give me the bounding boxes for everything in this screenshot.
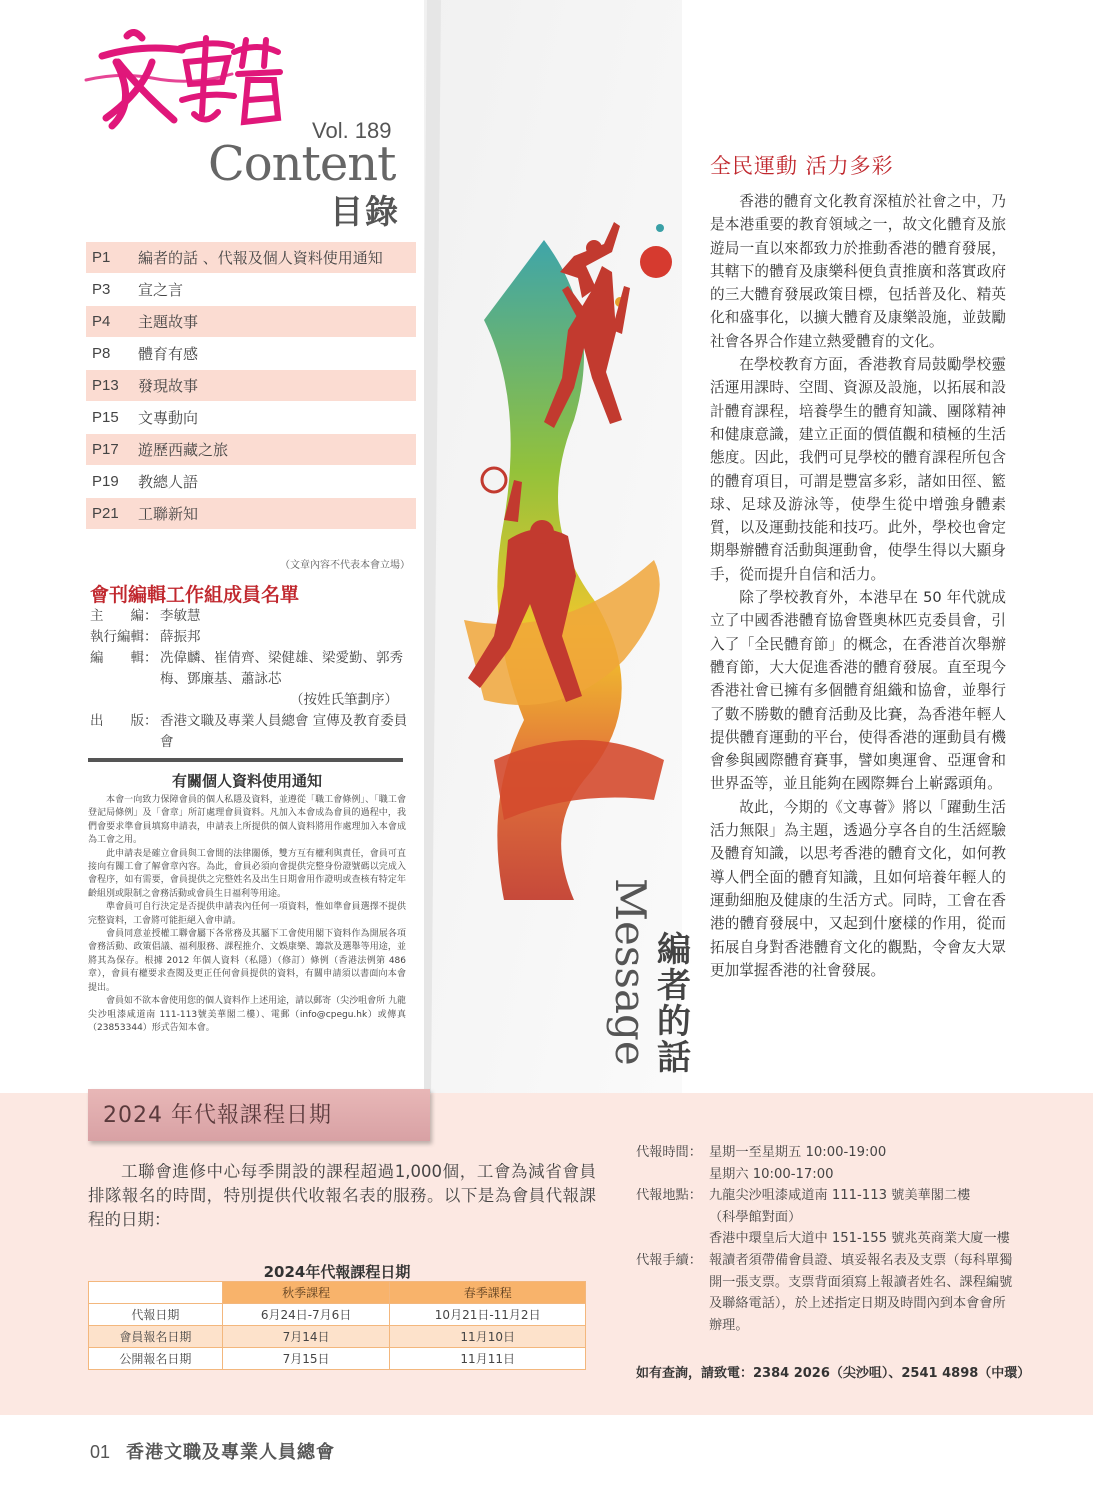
toc-page-number: P13	[92, 377, 119, 394]
course-intro	[88, 1160, 596, 1232]
info-value	[709, 1142, 1016, 1185]
table-header-cell: 春季課程	[390, 1282, 586, 1304]
board-value: 冼偉麟、崔倩齊、梁健雄、梁愛勤、郭秀梅、鄧廉基、蕭詠芯	[160, 650, 403, 687]
board-row	[90, 606, 410, 627]
board-sort-note: （按姓氏筆劃序）	[290, 692, 398, 708]
table-cell: 10月21日-11月2日	[390, 1304, 586, 1326]
info-label: 代報手續：	[636, 1252, 702, 1268]
section-divider	[88, 758, 403, 762]
toc-item[interactable]	[86, 434, 416, 466]
info-line: 星期一至星期五 10:00-19:00	[709, 1145, 887, 1160]
magazine-logo	[82, 22, 292, 132]
volume-number: Vol. 189	[312, 118, 392, 143]
course-intro-text: 工聯會進修中心每季開設的課程超過1,000個，工會為減省會員排隊報名的時間，特別提供代收報名表的服務。以下是為會員代報課程的日期：	[88, 1162, 596, 1229]
board-value: 香港文職及專業人員總會 宣傳及教育委員會	[160, 713, 408, 750]
toc-item-title: 宣之言	[138, 281, 184, 299]
table-row	[89, 1304, 586, 1326]
vertical-char: 編	[657, 930, 691, 970]
table-cell: 7月14日	[222, 1326, 390, 1348]
editor-words-vertical-heading	[652, 932, 696, 1076]
table-cell: 7月15日	[222, 1348, 390, 1370]
article-paragraph: 在學校教育方面，香港教育局鼓勵學校靈活運用課時、空間、資源及設施，以拓展和設計體育課程，培養學生的體育知識、團隊精神和健康意識，建立正面的價值觀和積極的生活態度。因此，我們可見學校的體育課程所包含的體育項目，可謂是豐富多彩，諸如田徑、籃球、足球及游泳等，使學生從中增強身體素質，以及運動技能和技巧。此外，學校也會定期舉辦體育活動與運動會，使學生得以大顯身手，從而提升自信和活力。	[710, 356, 1006, 583]
info-line: 報讀者須帶備會員證、填妥報名表及支票（每科單獨開一張支票。支票背面須寫上報讀者姓名、課程編號及聯絡電話），於上述指定日期及時間內到本會會所辦理。	[709, 1252, 1013, 1333]
toc-item[interactable]	[86, 370, 416, 402]
page-number: 01	[90, 1442, 111, 1462]
info-row	[636, 1142, 1016, 1185]
course-schedule-table	[88, 1281, 586, 1370]
board-row	[90, 711, 410, 753]
message-vertical-text: Message	[606, 878, 655, 1066]
disclaimer: （文章內容不代表本會立場）	[280, 560, 410, 571]
info-label: 代報地點：	[636, 1188, 702, 1204]
article-title: 全民運動 活力多彩	[710, 154, 894, 178]
course-table-title: 2024年代報課程日期	[263, 1263, 411, 1281]
board-label: 執行編輯：	[90, 629, 158, 645]
toc-heading: 目錄	[330, 192, 400, 231]
info-line: 香港中環皇后大道中 151-155 號兆英商業大廈一樓	[709, 1231, 1010, 1247]
toc-page-number: P3	[92, 281, 111, 298]
board-label: 編 輯：	[90, 650, 158, 666]
privacy-notice-body	[88, 794, 406, 1035]
info-line: 星期六 10:00-17:00	[709, 1166, 834, 1182]
board-label: 出 版：	[90, 713, 158, 729]
article-paragraph: 香港的體育文化教育深植於社會之中，乃是本港重要的教育領域之一，故文化體育及旅遊局一直以來都致力於推動香港的體育發展，其轄下的體育及康樂科便負責推廣和落實政府的三大體育發展政策目標，包括普及化、精英化和盛事化，以擴大體育及康樂設施，並鼓勵社會各界合作建立熱愛體育的文化。	[710, 193, 1006, 350]
page-footer	[90, 1438, 335, 1464]
toc-item[interactable]	[86, 498, 416, 530]
content-heading: Content	[208, 136, 396, 192]
info-row	[636, 1185, 1016, 1250]
table-cell: 11月11日	[390, 1348, 586, 1370]
toc-item-title: 編者的話 、代報及個人資料使用通知	[138, 249, 383, 267]
toc-item[interactable]	[86, 274, 416, 306]
board-value: 薛振邦	[160, 629, 201, 645]
toc-item[interactable]	[86, 338, 416, 370]
toc-item-title: 主題故事	[138, 313, 199, 331]
board-row	[90, 627, 410, 648]
editorial-board-title: 會刊編輯工作組成員名單	[90, 584, 300, 606]
vertical-char: 話	[657, 1038, 691, 1078]
privacy-paragraph: 會員同意並授權工聯會屬下各常務及其屬下工會使用閣下資料作為開展各項會務活動、政策倡議、福利服務、課程推介、文娛康樂、籌款及選舉等用途，並將其為保存。根據 2012 年個人資料（私隱）（修訂）條例（香港法例第 486 章），會員有權要求查閱及更正任何會員提供的資料，有關申請須以書面向本會提出。	[88, 929, 406, 993]
info-line: 九龍尖沙咀漆咸道南 111-113 號美華閣二樓	[709, 1188, 971, 1204]
table-header-cell: 秋季課程	[222, 1282, 390, 1304]
toc-page-number: P4	[92, 313, 111, 330]
info-value	[709, 1250, 1016, 1336]
toc-item-title: 工聯新知	[138, 505, 199, 523]
table-cell: 會員報名日期	[89, 1326, 223, 1348]
vertical-char: 的	[657, 1002, 691, 1042]
vertical-char: 者	[657, 966, 691, 1006]
toc-item-title: 遊歷西藏之旅	[138, 441, 229, 459]
table-header-row	[89, 1282, 586, 1304]
toc-item-title: 體育有感	[138, 345, 199, 363]
info-label: 代報時間：	[636, 1145, 702, 1160]
toc-page-number: P15	[92, 409, 119, 426]
toc-page-number: P19	[92, 473, 119, 490]
table-of-contents	[86, 242, 416, 530]
article-body	[710, 190, 1006, 982]
table-cell: 代報日期	[89, 1304, 223, 1326]
table-cell: 6月24日-7月6日	[222, 1304, 390, 1326]
editorial-board-list	[90, 606, 410, 753]
toc-page-number: P1	[92, 249, 111, 266]
course-service-info	[636, 1142, 1016, 1336]
table-cell: 11月10日	[390, 1326, 586, 1348]
toc-page-number: P17	[92, 441, 119, 458]
toc-page-number: P8	[92, 345, 111, 362]
info-line: （科學館對面）	[709, 1209, 802, 1225]
toc-item-title: 文專動向	[138, 409, 199, 427]
table-cell: 公開報名日期	[89, 1348, 223, 1370]
toc-item[interactable]	[86, 466, 416, 498]
info-row	[636, 1250, 1016, 1336]
privacy-paragraph: 準會員可自行決定是否提供申請表內任何一項資料，惟如準會員選擇不提供完整資料，工會將可能拒絕入會申請。	[88, 902, 406, 926]
organization-name: 香港文職及專業人員總會	[126, 1442, 336, 1463]
board-value: 李敏慧	[160, 608, 201, 624]
article-paragraph: 故此，今期的《文專薈》將以「躍動生活 活力無限」為主題，透過分享各自的生活經驗及體育知識，以思考香港的體育文化，如何教導人們全面的體育知識，且如何培養年輕人的運動細胞及健康的生活方式。同時，工會在香港的體育發展中，又起到什麼樣的作用，從而拓展自身對香港體育文化的觀點，令會友大眾更加掌握香港的社會發展。	[710, 798, 1006, 979]
privacy-notice-title: 有關個人資料使用通知	[171, 772, 322, 790]
table-row	[89, 1326, 586, 1348]
toc-page-number: P21	[92, 505, 119, 522]
toc-item-title: 發現故事	[138, 377, 199, 395]
privacy-paragraph: 此申請表是確立會員與工會間的法律關係，雙方互有權利與責任，會員可直接向有關工會了解會章內容。為此，會員必須向會提供完整身份證號碼以完成入會程序，如有需要，會員提供之完整姓名及出生日期會用作證明或查核有特定年齡組別或限制之會務活動或會員生日福利等用途。	[88, 848, 406, 899]
info-value	[709, 1185, 1016, 1250]
toc-item[interactable]	[86, 402, 416, 434]
table-row	[89, 1348, 586, 1370]
privacy-paragraph: 會員如不欲本會使用您的個人資料作上述用途，請以郵寄（尖沙咀會所 九龍尖沙咀漆咸道南 111-113號美華閣二樓）、電郵（info@cpegu.hk）或傳真（23853344）形式告知本會。	[88, 996, 406, 1033]
toc-item[interactable]	[86, 306, 416, 338]
board-row	[90, 648, 410, 690]
board-label: 主 編：	[90, 608, 158, 624]
course-banner-title: 2024 年代報課程日期	[103, 1103, 332, 1128]
privacy-paragraph: 本會一向致力保障會員的個人私隱及資料，並遵從「職工會條例」、「職工會登記局條例」及「會章」所訂處理會員資料。凡加入本會成為會員的過程中，我們會要求準會員填寫申請表，申請表上所提供的個人資料將用作處理加入本會成為工會之用。	[88, 795, 406, 846]
article-paragraph: 除了學校教育外，本港早在 50 年代就成立了中國香港體育協會暨奧林匹克委員會，引入了「全民體育節」的概念，在香港首次舉辦體育節，大大促進香港的體育發展。直至現今香港社會已擁有多個體育組織和協會，並舉行了數不勝數的體育活動及比賽，為香港年輕人提供體育運動的平台，使得香港的運動員有機會參與國際體育賽事，譬如奧運會、亞運會和世界盃等，並且能夠在國際舞台上嶄露頭角。	[710, 589, 1006, 793]
table-header-cell	[89, 1282, 223, 1304]
toc-item-title: 教總人語	[138, 473, 199, 491]
enquiry-phone-line: 如有查詢，請致電：2384 2026（尖沙咀）、2541 4898（中環）	[636, 1366, 1031, 1381]
toc-item[interactable]	[86, 242, 416, 274]
